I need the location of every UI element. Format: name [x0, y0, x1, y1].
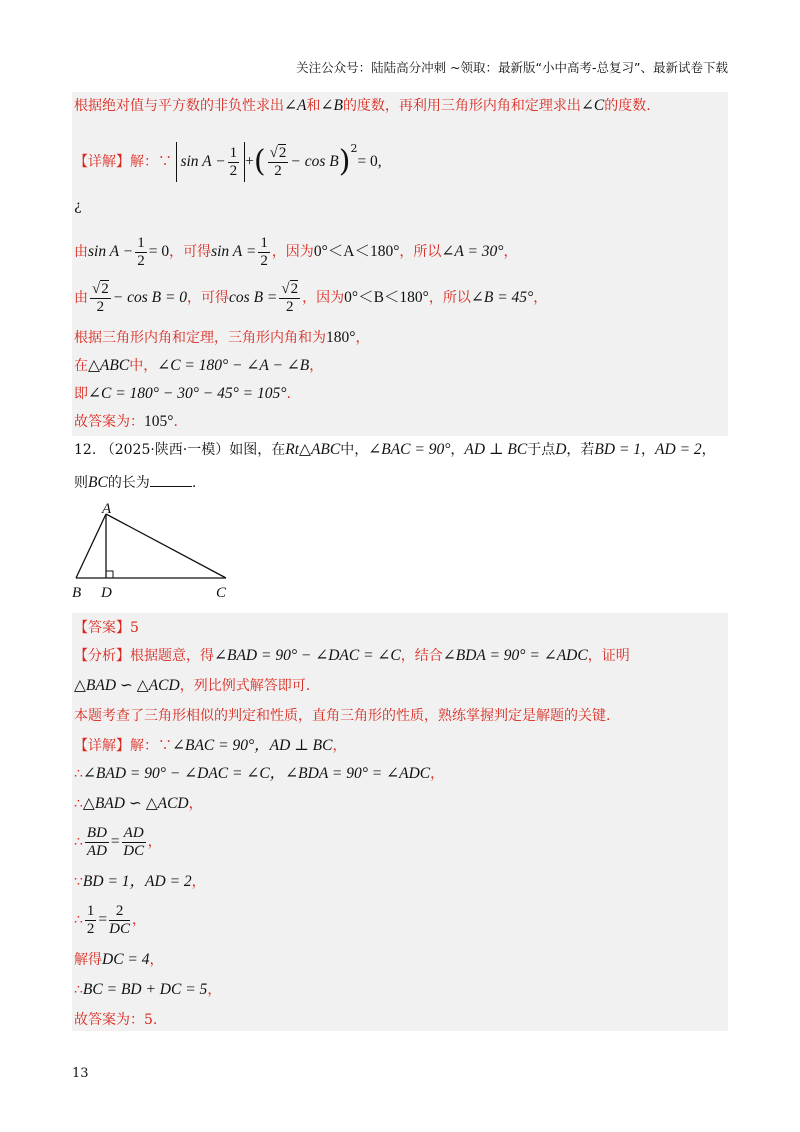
- q11-detail-equation: 【详解】解：∵ sin A − $\frac{1}{2}$ +( $\frac{√2}{2}$ − cos B)$^2$= 0,: [74, 142, 382, 183]
- q11-line-angle-sum: 根据三角形内角和定理，三角形内角和为180°，: [74, 329, 370, 346]
- q12-detail-line9: 故答案为：5.: [74, 1012, 158, 1028]
- page-header: 关注公众号：陆陆高分冲刺 ~领取：最新版“小中高考-总复习”、最新试卷下载: [296, 60, 728, 75]
- label-B: B: [72, 585, 82, 601]
- q12-detail-line5: ∵BD = 1，AD = 2，: [74, 873, 206, 890]
- q11-line-cosB: 由 $\frac{√2}{2}$ − cos B = 0，可得cos B = $\frac{√2}{2}$ ，因为0°＜B＜180°，所以∠B = 45°，: [74, 280, 548, 315]
- q11-analysis-line: 根据绝对值与平方数的非负性求出∠A和∠B的度数，再利用三角形内角和定理求出∠C的度数.: [74, 97, 651, 114]
- q11-line-sinA: 由sin A − $\frac{1}{2}$ = 0，可得sin A = $\frac{1}{2}$ ，因为0°＜A＜180°，所以∠A = 30°，: [74, 234, 518, 269]
- q11-line-answer: 故答案为：105°.: [74, 413, 178, 430]
- q12-analysis-line2: △BAD ∽ △ACD，列比例式解答即可.: [74, 677, 311, 694]
- label-D: D: [101, 585, 112, 601]
- q12-detail-line7: 解得DC = 4，: [74, 951, 164, 968]
- q12-answer-line: 【答案】5: [74, 620, 139, 636]
- q11-stray-char: ¿: [74, 198, 82, 214]
- triangle-figure: [68, 502, 238, 604]
- q12-analysis-line1: 【分析】根据题意，得∠BAD = 90° − ∠DAC = ∠C，结合∠BDA = 90° = ∠ADC，证明: [74, 647, 630, 664]
- q12-analysis-line3: 本题考查了三角形相似的判定和性质，直角三角形的性质，熟练掌握判定是解题的关键.: [74, 708, 611, 724]
- q11-line-in-triangle: 在△ABC中，∠C = 180° − ∠A − ∠B，: [74, 357, 324, 374]
- q12-detail-line8: ∴BC = BD + DC = 5，: [74, 981, 222, 998]
- absolute-value-expr: sin A − $\frac{1}{2}$: [176, 142, 245, 182]
- fraction-sqrt2-over-2: $\frac{√2}{2}$: [269, 144, 287, 179]
- page-number: 13: [72, 1066, 89, 1081]
- q12-detail-line1: 【详解】解：∵∠BAC = 90°，AD ⊥ BC，: [74, 737, 347, 754]
- q12-detail-line6: ∴ $\frac{1}{2}$ = $\frac{2}{DC}$ ，: [74, 902, 147, 937]
- q12-detail-line3: ∴△BAD ∽ △ACD，: [74, 795, 203, 812]
- label-A: A: [102, 502, 112, 517]
- q11-line-result: 即∠C = 180° − 30° − 45° = 105°.: [74, 385, 291, 402]
- q12-detail-line2: ∴∠BAD = 90° − ∠DAC = ∠C，∠BDA = 90° = ∠ADC，: [74, 765, 445, 782]
- label-C: C: [216, 585, 227, 601]
- q12-question-line2: 则BC的长为 .: [74, 474, 197, 491]
- fraction-half: $\frac{1}{2}$: [229, 144, 238, 179]
- q12-question-line1: 12. （2025·陕西·一模）如图，在Rt△ABC中，∠BAC = 90°，AD ⊥ BC于点D，若BD = 1，AD = 2，: [74, 441, 716, 458]
- q12-detail-line4: ∴ $\frac{BD}{AD}$ = $\frac{AD}{DC}$ ，: [74, 824, 162, 859]
- answer-blank: [150, 472, 192, 487]
- detail-label: 【详解】: [74, 154, 130, 170]
